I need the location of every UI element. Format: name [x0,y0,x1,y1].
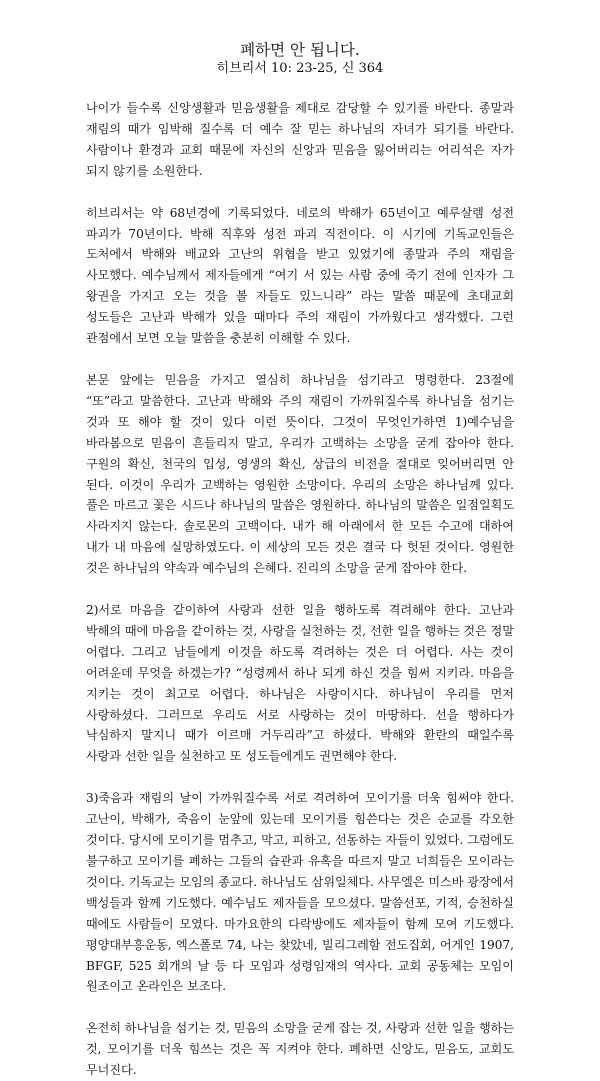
paragraph-conclusion: 온전히 하나님을 섬기는 것, 믿음의 소망을 굳게 잡는 것, 사랑과 선한 일을 행하는 것, 모이기를 더욱 힘쓰는 것은 꼭 지켜야 한다. 폐하면 신앙도, 믿음도, 교회도 무너진다. [86,1021,514,1078]
paragraph-background: 히브리서는 약 68년경에 기록되었다. 네로의 박해가 65년이고 예루살렘 성전 파괴가 70년이다. 박해 직후와 성전 파괴 직전이다. 이 시기에 기독교인들은 도처에서 박해와 배교와 고난의 위협을 받고 있었기에 종말과 주의 재림을 사모했다. 예수님께서 제자들에게 “여기 서 있는 사람 중에 죽기 전에 인자가 그 왕권을 가지고 오는 것을 볼 자들도 있느니라” 라는 말씀 때문에 초대교회 성도들은 고난과 박해가 있을 때마다 주의 재림이 가까웠다고 생각했다. 그런 관점에서 보면 오늘 말씀을 충분히 이해할 수 있다. [86,205,514,346]
scripture-reference: 히브리서 10: 23-25, 신 364 [216,61,384,76]
paragraph-point-3: 3)죽음과 재림의 날이 가까워질수록 서로 격려하여 모이기를 더욱 힘써야 한다. 고난이, 박해가, 죽음이 눈앞에 있는데 모이기를 힘쓴다는 것은 순교를 각오한 것이다. 당시에 모이기를 멈추고, 막고, 피하고, 선동하는 자들이 있었다. 그럼에도 불구하고 모이기를 폐하는 그들의 습관과 유혹을 따르지 말고 너희들은 모이라는 것이다. 기독교는 모임의 종교다. 하나님도 삼위일체다. 사무엘은 미스바 광장에서 백성들과 함께 기도했다. 예수님도 제자들을 모으셨다. 말씀선포, 기적, 승천하실 때에도 사람들이 모였다. 마가요한의 다락방에도 제자들이 함께 모여 기도했다. 평양대부흥운동, 엑스폴로 74, 나는 찾았네, 빌리그레함 전도집회, 어게인 1907, BFGF, 525 회개의 날 등 다 모임과 성령임재의 역사다. 교회 공동체는 모임이 원조이고 온라인은 보조다. [86,791,514,994]
paragraph-point-1: 본문 앞에는 믿음을 가지고 열심히 하나님을 섬기라고 명령한다. 23절에 “또”라고 말씀한다. 고난과 박해와 주의 재림이 가까워질수록 하나님을 섬기는 것과 또 해야 할 것이 있다 이런 뜻이다. 그것이 무엇인가하면 1)예수님을 바라봄으로 믿음이 흔들리지 말고, 우리가 고백하는 소망을 굳게 잡아야 한다. 구원의 확신, 천국의 입성, 영생의 확신, 상급의 비전을 절대로 잊어버리면 안 된다. 이것이 우리가 고백하는 영원한 소망이다. 우리의 소망은 하나님께 있다. 풀은 마르고 꽃은 시드나 하나님의 말씀은 영원하다. 하나님의 말씀은 일점일획도 사라지지 않는다. 솔로몬의 고백이다. 내가 해 아래에서 한 모든 수고에 대하여 내가 내 마음에 실망하였도다. 이 세상의 모든 것은 결국 다 헛된 것이다. 영원한 것은 하나님의 약속과 예수님의 은혜다. 진리의 소망을 굳게 잡아야 한다. [86,372,514,576]
sermon-title: 폐하면 안 됩니다. [240,41,360,59]
paragraph-point-2: 2)서로 마음을 같이하여 사랑과 선한 일을 행하도록 격려해야 한다. 고난과 박해의 때에 마음을 같이하는 것, 사랑을 실천하는 것, 선한 일을 행하는 것은 정말 어렵다. 그리고 남들에게 이것을 하도록 격려하는 것은 더 어렵다. 사는 것이 어려운데 무엇을 하겠는가? “성령께서 하나 되게 하신 것을 힘써 지키라. 마음을 지키는 것이 최고로 어렵다. 하나님은 사랑이시다. 하나님이 우리를 먼저 사랑하셨다. 그러므로 우리도 서로 사랑하는 것이 마땅하다. 선을 행하다가 낙심하지 말지니 때가 이르매 거두리라”고 하셨다. 박해와 환란의 때일수록 사랑과 선한 일을 실천하고 또 성도들에게도 권면해야 한다. [86,603,514,764]
paragraph-intro: 나이가 들수록 신앙생활과 믿음생활을 제대로 감당할 수 있기를 바란다. 종말과 재림의 때가 임박해 질수록 더 예수 잘 믿는 하나님의 자녀가 되기를 바란다. 사람이나 환경과 교회 때문에 자신의 신앙과 믿음을 잃어버리는 어리석은 자가 되지 않기를 소원한다. [86,101,514,178]
